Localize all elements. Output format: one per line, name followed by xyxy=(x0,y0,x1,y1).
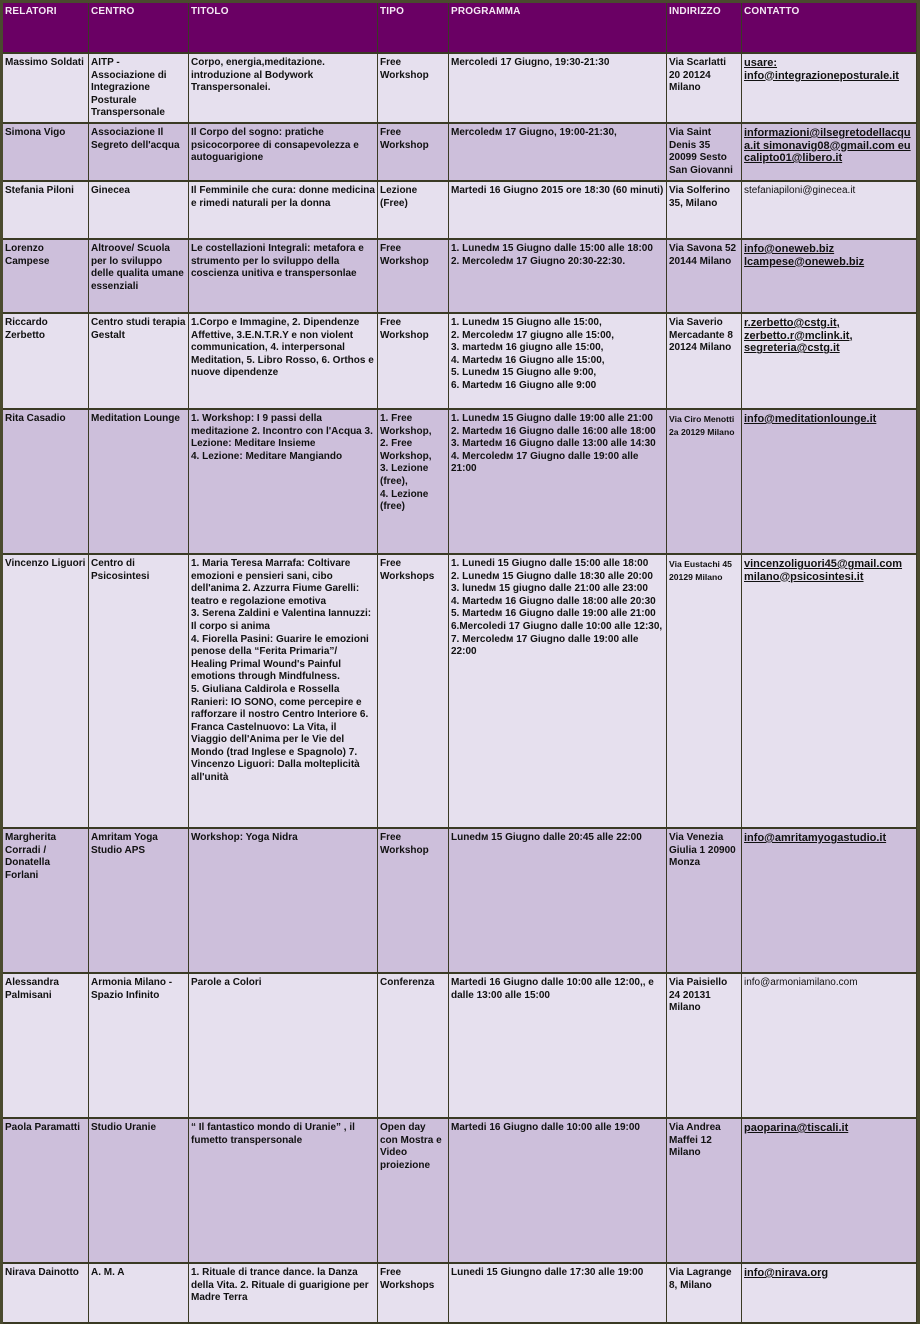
programma-line: 1. Lunedi 15 Giugno dalle 15:00 alle 18:00 xyxy=(451,557,649,569)
centro-cell: Studio Uranie xyxy=(89,1119,189,1264)
table-row xyxy=(3,829,917,974)
tipo-cell: Free Workshops xyxy=(378,1264,449,1324)
programma-line: 6.Mercoledi 17 Giugno dalle 10:00 alle 12:30, xyxy=(451,620,663,632)
programma-line: 2. Lunedм 15 Giugno dalle 18:30 alle 20:00 xyxy=(451,570,653,582)
programma-cell: Martedi 16 Giugno 2015 ore 18:30 (60 minuti) xyxy=(449,182,667,240)
tipo-cell: Free Workshop xyxy=(378,240,449,314)
contatto-link[interactable]: paoparina@tiscali.it xyxy=(742,1119,917,1264)
programma-line: 4. Martedм 16 Giugno alle 15:00, xyxy=(451,354,605,366)
contatto-link[interactable]: info@meditationlounge.it xyxy=(742,410,917,555)
header-programma: PROGRAMMA xyxy=(449,3,667,54)
indirizzo-cell: Via Andrea Maffei 12 Milano xyxy=(667,1119,742,1264)
programma-line: 3. lunedм 15 giugno dalle 21:00 alle 23:00 xyxy=(451,583,648,595)
contatto-text: info@armoniamilano.com xyxy=(742,974,917,1119)
tipo-cell: Open day con Mostra e Video proiezione xyxy=(378,1119,449,1264)
table-row xyxy=(3,240,917,314)
tipo-cell: Conferenza xyxy=(378,974,449,1119)
titolo-cell xyxy=(189,555,378,829)
titolo-cell: 1.Corpo e Immagine, 2. Dipendenze Affettive, 3.E.N.T.R.Y e non violent communication, 4. interpersonal Meditation, 5. Libro Rosso, 6. Orthos e nuove dipendenze xyxy=(189,314,378,410)
programma-line: 7. Mercoledм 17 Giugno dalle 19:00 alle 22:00 xyxy=(451,633,639,658)
tipo-line: 2. Free Workshop, xyxy=(380,438,432,462)
programma-cell: Mercoledм 17 Giugno, 19:00-21:30, xyxy=(449,124,667,182)
programma-line: 3. Martedм 16 Giugno dalle 13:00 alle 14:30 xyxy=(451,438,656,450)
header-centro: CENTRO xyxy=(89,3,189,54)
programma-cell: Lunedi 15 Giungno dalle 17:30 alle 19:00 xyxy=(449,1264,667,1324)
centro-cell: Altroove/ Scuola per lo sviluppo delle qualita umane essenziali xyxy=(89,240,189,314)
table-row xyxy=(3,54,917,124)
relatori-cell: Margherita Corradi / Donatella Forlani xyxy=(3,829,89,974)
contatto-link[interactable]: info@oneweb.biz lcampese@oneweb.biz xyxy=(742,240,917,314)
tipo-cell: Free Workshop xyxy=(378,54,449,124)
titolo-cell: Workshop: Yoga Nidra xyxy=(189,829,378,974)
programma-line: 1. Lunedм 15 Giugno dalle 19:00 alle 21:00 xyxy=(451,412,653,424)
programma-line: 2. Martedм 16 Giugno dalle 16:00 alle 18:00 xyxy=(451,425,656,437)
programma-line: 5. Martedм 16 Giugno dalle 19:00 alle 21:00 xyxy=(451,608,656,620)
titolo-cell xyxy=(189,410,378,555)
programma-cell: Mercoledi 17 Giugno, 19:30-21:30 xyxy=(449,54,667,124)
centro-cell: Associazione Il Segreto dell'acqua xyxy=(89,124,189,182)
relatori-cell: Stefania Piloni xyxy=(3,182,89,240)
titolo-line: 4. Lezione: Meditare Mangiando xyxy=(191,450,343,462)
indirizzo-cell: Via Savona 52 20144 Milano xyxy=(667,240,742,314)
program-table xyxy=(3,3,917,1324)
titolo-line: 1. Workshop: I 9 passi della meditazione 2. Incontro con l'Acqua 3. Lezione: Meditare Insieme xyxy=(191,412,373,450)
programma-cell: Lunedм 15 Giugno dalle 20:45 alle 22:00 xyxy=(449,829,667,974)
relatori-cell: Rita Casadio xyxy=(3,410,89,555)
programma-cell xyxy=(449,314,667,410)
header-relatori: RELATORI xyxy=(3,3,89,54)
titolo-cell: Il Corpo del sogno: pratiche psicocorporee di consapevolezza e autoguarigione xyxy=(189,124,378,182)
titolo-cell: 1. Rituale di trance dance. la Danza della Vita. 2. Rituale di guarigione per Madre Terra xyxy=(189,1264,378,1324)
header-contatto: CONTATTO xyxy=(742,3,917,54)
header-row xyxy=(3,3,917,54)
program-table-frame xyxy=(3,3,917,1315)
tipo-cell: Free Workshop xyxy=(378,124,449,182)
programma-cell: 1. Lunedм 15 Giugno dalle 15:00 alle 18:00 2. Mercoledм 17 Giugno 20:30-22:30. xyxy=(449,240,667,314)
programma-line: 2. Mercoledм 17 giugno alle 15:00, xyxy=(451,329,615,341)
indirizzo-cell: Via Lagrange 8, Milano xyxy=(667,1264,742,1324)
programma-cell: Martedi 16 Giugno dalle 10:00 alle 12:00,, e dalle 13:00 alle 15:00 xyxy=(449,974,667,1119)
table-row xyxy=(3,1119,917,1264)
table-row xyxy=(3,314,917,410)
table-row xyxy=(3,182,917,240)
table-row xyxy=(3,124,917,182)
header-indirizzo: INDIRIZZO xyxy=(667,3,742,54)
tipo-cell: Lezione (Free) xyxy=(378,182,449,240)
contatto-link[interactable]: info@amritamyogastudio.it xyxy=(742,829,917,974)
tipo-cell: Free Workshop xyxy=(378,829,449,974)
tipo-line: 1. Free Workshop, xyxy=(380,412,432,437)
tipo-cell xyxy=(378,410,449,555)
indirizzo-cell: Via Saverio Mercadante 8 20124 Milano xyxy=(667,314,742,410)
programma-line: 5. Lunedм 15 Giugno alle 9:00, xyxy=(451,367,597,379)
contatto-link[interactable]: vincenzoliguori45@gmail.com milano@psicosintesi.it xyxy=(742,555,917,829)
tipo-cell: Free Workshops xyxy=(378,555,449,829)
relatori-cell: Simona Vigo xyxy=(3,124,89,182)
centro-cell: Armonia Milano - Spazio Infinito xyxy=(89,974,189,1119)
contatto-link[interactable]: r.zerbetto@cstg.it, zerbetto.r@mclink.it, segreteria@cstg.it xyxy=(742,314,917,410)
centro-cell: Ginecea xyxy=(89,182,189,240)
header-titolo: TITOLO xyxy=(189,3,378,54)
centro-cell: Centro studi terapia Gestalt xyxy=(89,314,189,410)
centro-cell: Centro di Psicosintesi xyxy=(89,555,189,829)
indirizzo-cell: Via Ciro Menotti 2a 20129 Milano xyxy=(667,410,742,555)
tipo-line: 4. Lezione (free) xyxy=(380,488,429,513)
table-row xyxy=(3,974,917,1119)
programma-line: 1. Lunedм 15 Giugno alle 15:00, xyxy=(451,316,602,328)
titolo-line: 4. Fiorella Pasini: Guarire le emozioni penose della “Ferita Primaria”/ Healing Primal Wound's Painful emotions through Mindfulness. xyxy=(191,633,369,683)
programma-line: 6. Martedм 16 Giugno alle 9:00 xyxy=(451,379,597,391)
titolo-line: 3. Serena Zaldini e Valentina Iannuzzi: Il corpo si anima xyxy=(191,608,372,632)
titolo-cell: Le costellazioni Integrali: metafora e strumento per lo sviluppo della coscienza unitiva e transpersonlae xyxy=(189,240,378,314)
relatori-cell: Massimo Soldati xyxy=(3,54,89,124)
relatori-cell: Paola Paramatti xyxy=(3,1119,89,1264)
tipo-cell: Free Workshop xyxy=(378,314,449,410)
titolo-cell: Il Femminile che cura: donne medicina e rimedi naturali per la donna xyxy=(189,182,378,240)
titolo-line: 5. Giuliana Caldirola e Rossella Ranieri: IO SONO, come percepire e rafforzare il nostro Centro Interiore 6. Franca Castelnuovo: La Vita, il Viaggio dell'Anima per le Vie del Mondo (trad Inglese e Spagnolo) 7. Vincenzo Liguori: Dalla molteplicità all'unità xyxy=(191,683,369,784)
indirizzo-cell: Via Paisiello 24 20131 Milano xyxy=(667,974,742,1119)
contatto-text: stefaniapiloni@ginecea.it xyxy=(742,182,917,240)
centro-cell: A. M. A xyxy=(89,1264,189,1324)
programma-cell xyxy=(449,410,667,555)
centro-cell: AITP - Associazione di Integrazione Posturale Transpersonale xyxy=(89,54,189,124)
programma-line: 3. martedм 16 giugno alle 15:00, xyxy=(451,342,604,354)
relatori-cell: Vincenzo Liguori xyxy=(3,555,89,829)
table-row xyxy=(3,555,917,829)
indirizzo-cell: Via Saint Denis 35 20099 Sesto San Giovanni xyxy=(667,124,742,182)
contatto-link[interactable]: usare: info@integrazioneposturale.it xyxy=(742,54,917,124)
indirizzo-cell: Via Solferino 35, Milano xyxy=(667,182,742,240)
titolo-line: 1. Maria Teresa Marrafa: Coltivare emozioni e pensieri sani, cibo dell'anima 2. Azzurra Fiume Garelli: teatro e regolazione emotiva xyxy=(191,557,360,607)
programma-cell xyxy=(449,555,667,829)
relatori-cell: Alessandra Palmisani xyxy=(3,974,89,1119)
programma-line: 4. Martedм 16 Giugno dalle 18:00 alle 20:30 xyxy=(451,595,656,607)
titolo-cell: Corpo, energia,meditazione. introduzione al Bodywork Transpersonalei. xyxy=(189,54,378,124)
centro-cell: Amritam Yoga Studio APS xyxy=(89,829,189,974)
indirizzo-cell: Via Venezia Giulia 1 20900 Monza xyxy=(667,829,742,974)
relatori-cell: Nirava Dainotto xyxy=(3,1264,89,1324)
programma-line: 4. Mercoledм 17 Giugno dalle 19:00 alle 21:00 xyxy=(451,450,639,475)
tipo-line: 3. Lezione (free), xyxy=(380,463,429,487)
indirizzo-cell: Via Eustachi 45 20129 Milano xyxy=(667,555,742,829)
titolo-cell: “ Il fantastico mondo di Uranie” , il fumetto transpersonale xyxy=(189,1119,378,1264)
titolo-cell: Parole a Colori xyxy=(189,974,378,1119)
contatto-link[interactable]: info@nirava.org xyxy=(742,1264,917,1324)
programma-cell: Martedi 16 Giugno dalle 10:00 alle 19:00 xyxy=(449,1119,667,1264)
indirizzo-cell: Via Scarlatti 20 20124 Milano xyxy=(667,54,742,124)
contatto-link[interactable]: informazioni@ilsegretodellacqua.it simonavig08@gmail.com eucalipto01@libero.it xyxy=(742,124,917,182)
table-row xyxy=(3,1264,917,1324)
centro-cell: Meditation Lounge xyxy=(89,410,189,555)
header-tipo: TIPO xyxy=(378,3,449,54)
relatori-cell: Riccardo Zerbetto xyxy=(3,314,89,410)
relatori-cell: Lorenzo Campese xyxy=(3,240,89,314)
table-row xyxy=(3,410,917,555)
